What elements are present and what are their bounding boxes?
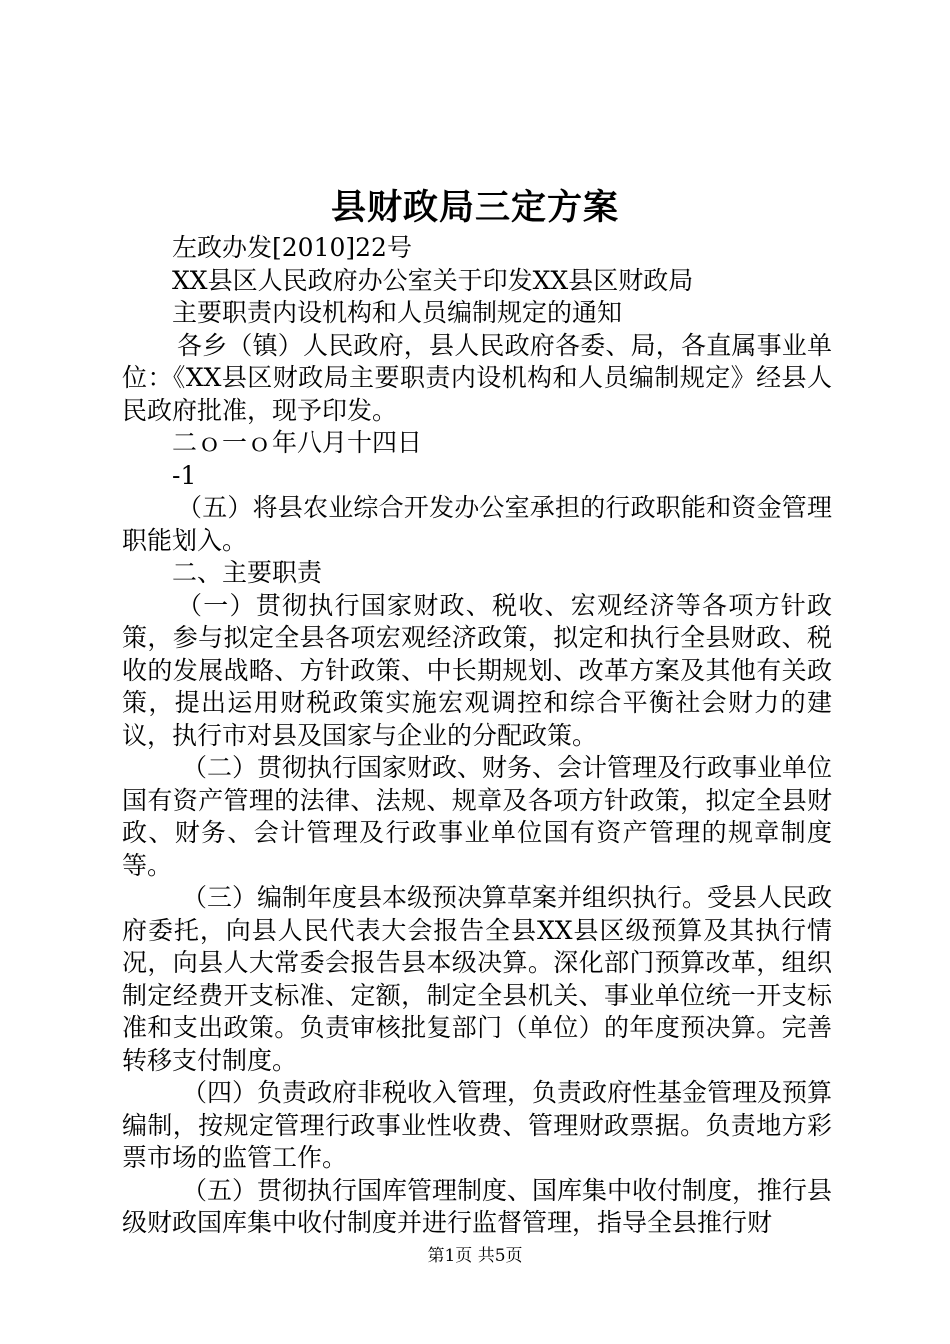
page-marker: -1 <box>172 460 197 490</box>
paragraph-duty-3: （三）编制年度县本级预决算草案并组织执行。受县人民政府委托，向县人民代表大会报告全县XX县区级预算及其执行情况，向县人大常委会报告县本级决算。深化部门预算改革，组织制定经费开支标准、定额，制定全县机关、事业单位统一开支标准和支出政策。负责审核批复部门（单位）的年度预决算。完善转移支付制度。 <box>122 883 833 1075</box>
notice-heading-line-2: 主要职责内设机构和人员编制规定的通知 <box>172 298 623 327</box>
page-footer: 第1页 共5页 <box>427 1246 523 1266</box>
paragraph-duty-1: （一）贯彻执行国家财政、税收、宏观经济等各项方针政策，参与拟定全县各项宏观经济政策，拟定和执行全县财政、税收的发展战略、方针政策、中长期规划、改革方案及其他有关政策，提出运用财税政策实施宏观调控和综合平衡社会财力的建议，执行市对县及国家与企业的分配政策。 <box>122 590 832 750</box>
paragraph-addressees: 各乡（镇）人民政府，县人民政府各委、局，各直属事业单位：《XX县区财政局主要职责内设机构和人员编制规定》经县人民政府批准，现予印发。 <box>122 330 832 425</box>
document-title: 县财政局三定方案 <box>330 187 619 228</box>
paragraph-duty-5: （五）贯彻执行国库管理制度、国库集中收付制度，推行县级财政国库集中收付制度并进行监督管理，指导全县推行财 <box>122 1175 833 1237</box>
doc-number: 左政办发[2010]22号 <box>172 233 412 262</box>
issue-date: 二ｏ一ｏ年八月十四日 <box>172 428 423 457</box>
paragraph-duty-2: （二）贯彻执行国家财政、财务、会计管理及行政事业单位国有资产管理的法律、法规、规章及各项方针政策，拟定全县财政、财务、会计管理及行政事业单位国有资产管理的规章制度等。 <box>122 753 833 880</box>
paragraph-item-5-transfer: （五）将县农业综合开发办公室承担的行政职能和资金管理职能划入。 <box>122 493 832 555</box>
document-body <box>122 232 832 1240</box>
notice-heading-line-1: XX县区人民政府办公室关于印发XX县区财政局 <box>172 265 694 295</box>
section-heading-main-duties: 二、主要职责 <box>172 558 323 587</box>
paragraph-duty-4: （四）负责政府非税收入管理，负责政府性基金管理及预算编制，按规定管理行政事业性收费、管理财政票据。负责地方彩票市场的监管工作。 <box>122 1078 833 1172</box>
